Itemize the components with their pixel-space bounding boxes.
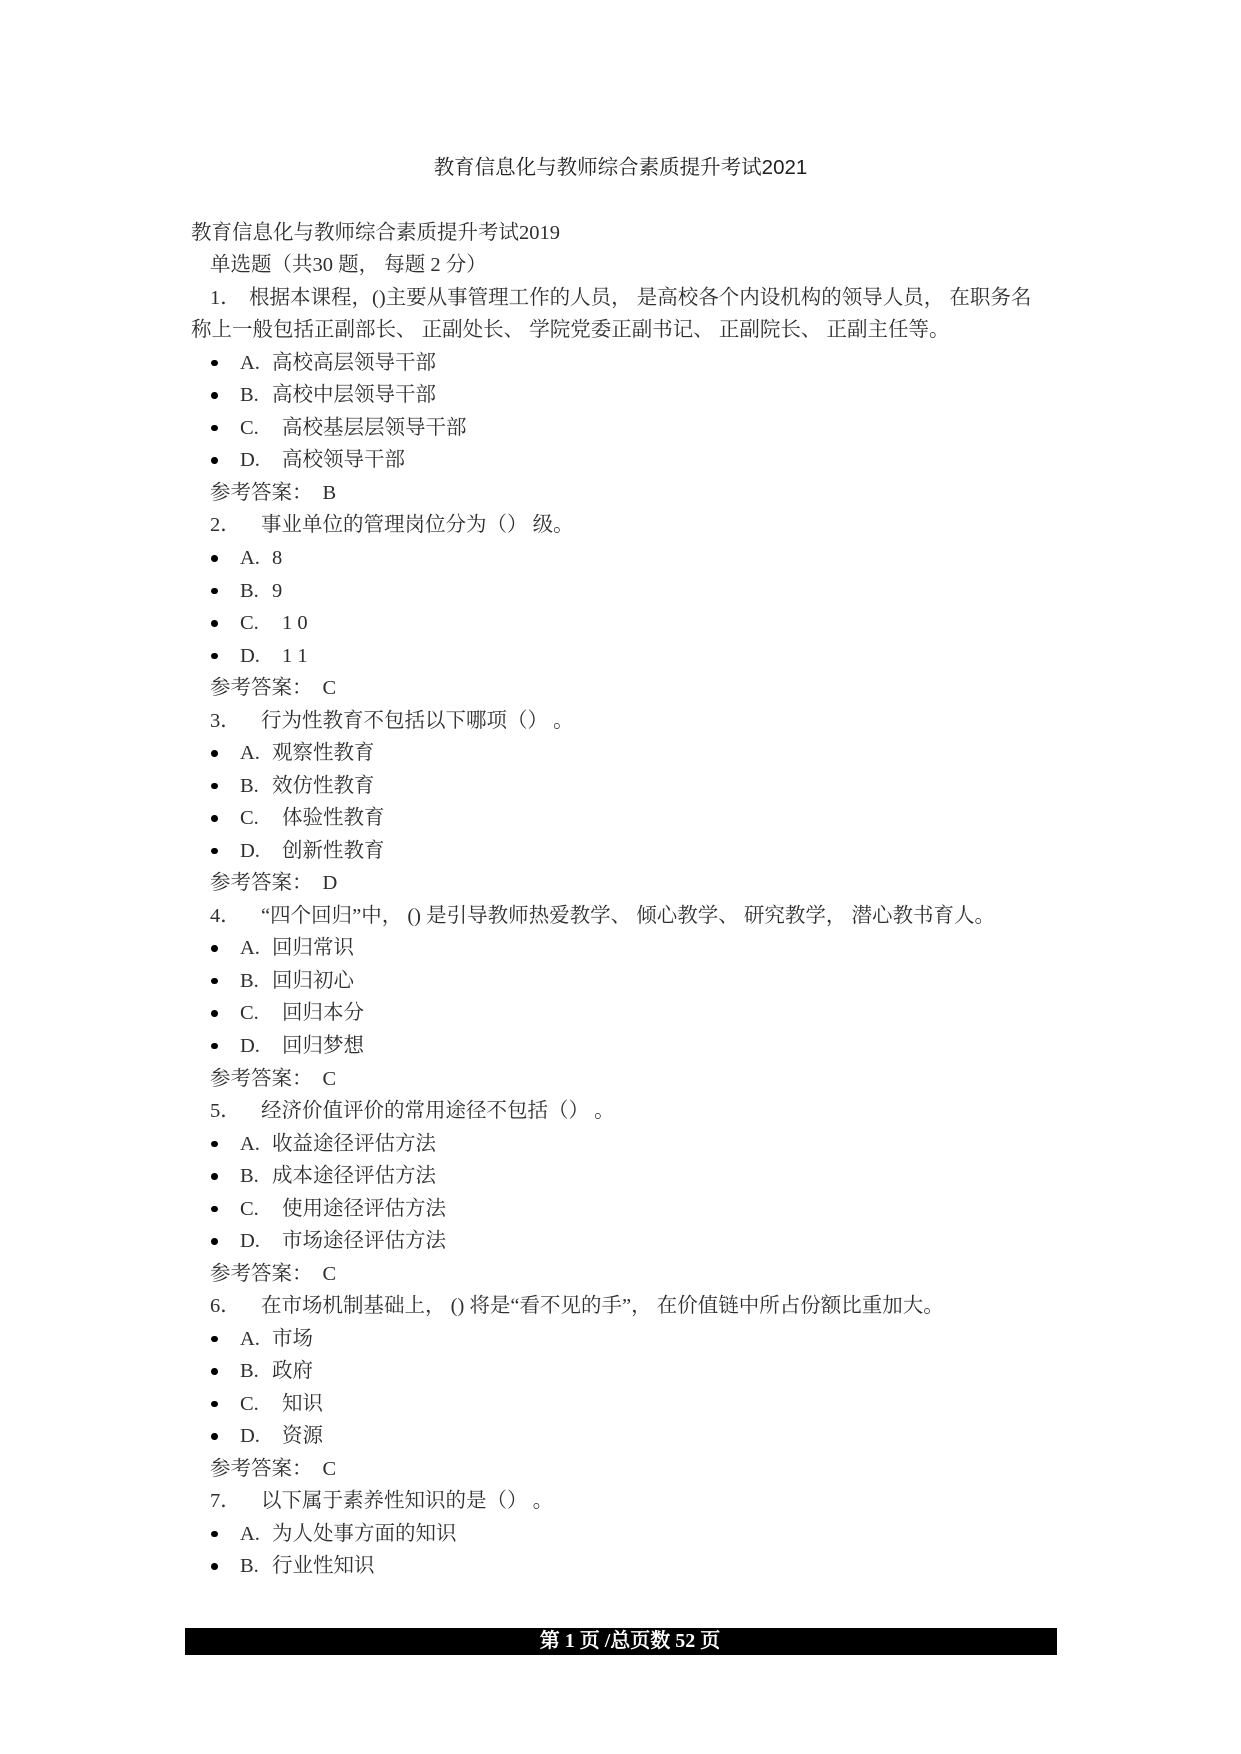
question xyxy=(0,1095,1241,1290)
option xyxy=(0,737,1241,770)
option-letter: C. xyxy=(240,416,259,439)
option xyxy=(0,1225,1241,1258)
option xyxy=(0,1193,1241,1226)
answer-label: 参考答案： xyxy=(210,1067,313,1090)
option-text: 成本途径评估方法 xyxy=(272,1165,436,1188)
option-text: 回归初心 xyxy=(272,969,354,992)
list-bullet xyxy=(211,1401,218,1408)
answer-label: 参考答案： xyxy=(210,1457,313,1480)
list-bullet xyxy=(211,457,218,464)
option xyxy=(0,607,1241,640)
option-letter: C. xyxy=(240,1392,259,1415)
option-letter: C. xyxy=(240,1197,259,1220)
answer-label: 参考答案： xyxy=(210,481,313,504)
option xyxy=(0,770,1241,803)
option xyxy=(0,1388,1241,1421)
option xyxy=(0,1160,1241,1193)
option-letter: D. xyxy=(240,1230,260,1253)
list-bullet xyxy=(211,848,218,855)
question-text: 根据本课程，()主要从事管理工作的人员， 是高校各个内设机构的领导人员， 在职务名 xyxy=(249,286,1032,309)
option-text: 1 0 xyxy=(282,612,308,635)
option-text: 市场 xyxy=(272,1327,313,1350)
option-text: 资源 xyxy=(282,1425,323,1448)
question-stem xyxy=(0,509,1241,542)
option-text: 高校领导干部 xyxy=(282,449,405,472)
option-text: 收益途径评估方法 xyxy=(272,1132,436,1155)
option-text: 行业性知识 xyxy=(272,1555,375,1578)
reference-answer xyxy=(0,477,1241,510)
question xyxy=(0,1485,1241,1583)
option-letter: B. xyxy=(240,774,259,797)
option xyxy=(0,1128,1241,1161)
option-text: 回归本分 xyxy=(282,1002,364,1025)
question-stem xyxy=(0,1095,1241,1128)
list-bullet xyxy=(211,815,218,822)
option-letter: A. xyxy=(240,547,260,569)
option-text: 观察性教育 xyxy=(272,742,375,765)
question xyxy=(0,900,1241,1095)
question-text: 在市场机制基础上， () 将是“看不见的手”， 在价值链中所占份额比重加大。 xyxy=(261,1295,944,1318)
option-letter: C. xyxy=(240,612,259,635)
option-letter: D. xyxy=(240,449,260,472)
question-stem xyxy=(0,705,1241,738)
question-number: 4． xyxy=(210,904,241,927)
option-text: 高校中层领导干部 xyxy=(272,384,436,407)
question-number: 2． xyxy=(210,514,241,537)
list-bullet xyxy=(211,1433,218,1440)
question-text: 行为性教育不包括以下哪项（） 。 xyxy=(261,709,574,732)
answer-value: C xyxy=(322,1457,337,1480)
question xyxy=(0,705,1241,900)
list-bullet xyxy=(211,653,218,660)
reference-answer xyxy=(0,1453,1241,1486)
option xyxy=(0,835,1241,868)
reference-answer xyxy=(0,867,1241,900)
option xyxy=(0,1030,1241,1063)
option-letter: A. xyxy=(240,742,260,765)
option xyxy=(0,444,1241,477)
question xyxy=(0,509,1241,704)
option-letter: B. xyxy=(240,579,259,602)
option xyxy=(0,1420,1241,1453)
option xyxy=(0,1355,1241,1388)
option-letter: D. xyxy=(240,1425,260,1448)
answer-label: 参考答案： xyxy=(210,677,313,700)
list-bullet xyxy=(211,1141,218,1148)
option-text: 9 xyxy=(272,579,283,602)
question-text: “四个回归”中， () 是引导教师热爱教学、 倾心教学、 研究教学， 潜心教书育人。 xyxy=(261,904,995,927)
question-stem xyxy=(0,1290,1241,1323)
question-number: 3． xyxy=(210,709,241,732)
option xyxy=(0,575,1241,608)
answer-value: C xyxy=(322,677,337,700)
option-letter: D. xyxy=(240,644,260,667)
document-body xyxy=(0,217,1241,1583)
option xyxy=(0,542,1241,575)
option xyxy=(0,1518,1241,1551)
list-bullet xyxy=(211,1368,218,1375)
option-letter: A. xyxy=(240,1327,260,1350)
answer-label: 参考答案： xyxy=(210,1262,313,1285)
list-bullet xyxy=(211,1043,218,1050)
option-text: 使用途径评估方法 xyxy=(282,1197,446,1220)
list-bullet xyxy=(211,945,218,952)
question xyxy=(0,1290,1241,1485)
document-subtitle: 教育信息化与教师综合素质提升考试2019 xyxy=(191,221,560,244)
list-bullet xyxy=(211,1173,218,1180)
answer-value: C xyxy=(322,1067,337,1090)
answer-value: C xyxy=(322,1262,337,1285)
option-text: 政府 xyxy=(272,1360,313,1383)
option-letter: A. xyxy=(240,1132,260,1155)
question-stem xyxy=(0,1485,1241,1518)
option-letter: C. xyxy=(240,1002,259,1025)
list-bullet xyxy=(211,620,218,627)
page-footer xyxy=(185,1628,1057,1655)
list-bullet xyxy=(211,588,218,595)
option-text: 为人处事方面的知识 xyxy=(272,1522,457,1545)
list-bullet xyxy=(211,1336,218,1343)
reference-answer xyxy=(0,672,1241,705)
reference-answer xyxy=(0,1258,1241,1291)
reference-answer xyxy=(0,1063,1241,1096)
option-letter: A. xyxy=(240,937,260,960)
option xyxy=(0,932,1241,965)
option xyxy=(0,412,1241,445)
list-bullet xyxy=(211,1563,218,1570)
question-text: 经济价值评价的常用途径不包括（） 。 xyxy=(261,1100,615,1123)
option-letter: D. xyxy=(240,839,260,862)
option xyxy=(0,640,1241,673)
list-bullet xyxy=(211,1531,218,1538)
list-bullet xyxy=(211,1010,218,1017)
option-text: 知识 xyxy=(282,1392,323,1415)
option-letter: B. xyxy=(240,1360,259,1383)
list-bullet xyxy=(211,750,218,757)
option-letter: A. xyxy=(240,351,260,374)
option xyxy=(0,1550,1241,1583)
option-text: 高校基层层领导干部 xyxy=(282,416,467,439)
document-title: 教育信息化与教师综合素质提升考试2021 xyxy=(433,156,808,179)
option-text: 回归常识 xyxy=(272,937,354,960)
option-letter: B. xyxy=(240,969,259,992)
list-bullet xyxy=(211,425,218,432)
question-number: 5． xyxy=(210,1100,241,1123)
option-text: 创新性教育 xyxy=(282,839,385,862)
list-bullet xyxy=(211,392,218,399)
answer-value: B xyxy=(322,481,337,504)
option-letter: C. xyxy=(240,807,259,830)
list-bullet xyxy=(211,1238,218,1245)
option-letter: A. xyxy=(240,1522,260,1545)
question-text: 以下属于素养性知识的是（） 。 xyxy=(261,1490,554,1513)
question-number: 6． xyxy=(210,1295,241,1318)
list-bullet xyxy=(211,1206,218,1213)
list-bullet xyxy=(211,978,218,985)
option-text: 效仿性教育 xyxy=(272,774,375,797)
answer-value: D xyxy=(322,872,338,895)
question-stem xyxy=(0,900,1241,933)
option xyxy=(0,997,1241,1030)
option-letter: D. xyxy=(240,1034,260,1057)
question-stem xyxy=(0,282,1241,315)
question-number: 7． xyxy=(210,1490,241,1513)
option xyxy=(0,802,1241,835)
option-letter: B. xyxy=(240,384,259,407)
list-bullet xyxy=(211,783,218,790)
question-text-continued: 称上一般包括正副部长、 正副处长、 学院党委正副书记、 正副院长、 正副主任等。 xyxy=(191,319,950,342)
section-heading: 单选题（共30 题， 每题 2 分） xyxy=(210,254,487,277)
question-number: 1． xyxy=(210,286,241,309)
option-text: 体验性教育 xyxy=(282,807,385,830)
option xyxy=(0,379,1241,412)
option-letter: B. xyxy=(240,1555,259,1578)
option-text: 高校高层领导干部 xyxy=(272,351,436,374)
option xyxy=(0,1323,1241,1356)
page-number-label: 第 1 页 /总页数 52 页 xyxy=(539,1630,721,1652)
question xyxy=(0,282,1241,510)
option xyxy=(0,965,1241,998)
option-text: 1 1 xyxy=(282,644,308,667)
option-text: 8 xyxy=(272,547,283,569)
option-text: 回归梦想 xyxy=(282,1034,364,1057)
option-letter: B. xyxy=(240,1165,259,1188)
answer-label: 参考答案： xyxy=(210,872,313,895)
option-text: 市场途径评估方法 xyxy=(282,1230,446,1253)
option xyxy=(0,347,1241,380)
question-text: 事业单位的管理岗位分为（） 级。 xyxy=(261,514,574,537)
list-bullet xyxy=(211,360,218,367)
list-bullet xyxy=(211,555,218,562)
